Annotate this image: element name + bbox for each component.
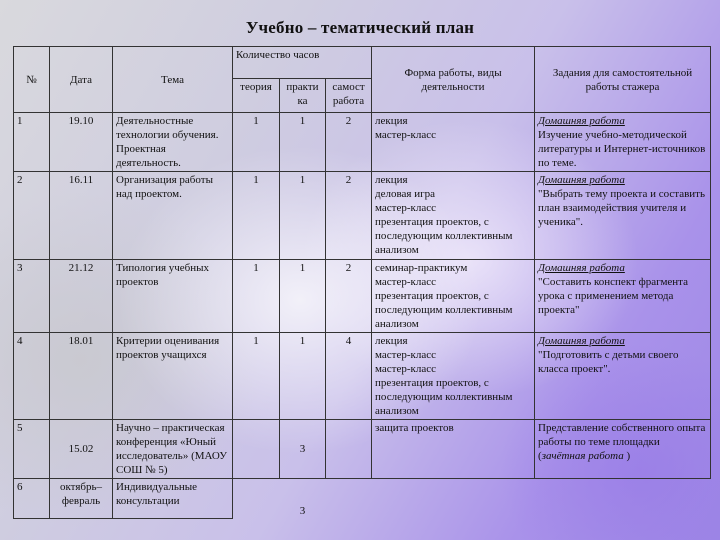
row-practice: 1 <box>280 113 326 172</box>
table-row <box>14 333 711 420</box>
header-selfwork: самост работа <box>326 79 372 113</box>
row-date: 16.11 <box>50 172 113 260</box>
row-form <box>372 172 535 260</box>
task-credit-note: зачётная работа <box>541 450 624 462</box>
row-form <box>372 333 535 420</box>
row-num: 1 <box>14 113 50 172</box>
row-date: 15.02 <box>50 420 113 479</box>
row-date: 19.10 <box>50 113 113 172</box>
row-num: 2 <box>14 172 50 260</box>
form-item: презентация проектов, с последующим коллективным анализом <box>375 216 513 256</box>
table-row <box>14 479 711 519</box>
row-theory <box>233 479 280 519</box>
task-label: Домашняя работа <box>538 174 625 186</box>
row-num: 6 <box>14 479 50 519</box>
form-item: мастер-класс <box>375 363 437 375</box>
plan-table <box>13 46 711 519</box>
task-label: Домашняя работа <box>538 335 625 347</box>
header-num: № <box>14 47 50 113</box>
row-form <box>372 479 535 519</box>
row-theory: 1 <box>233 260 280 333</box>
table-row <box>14 172 711 260</box>
row-selfwork: 4 <box>326 333 372 420</box>
task-text: Изучение учебно-методической литературы и Интернет-источников по теме. <box>538 129 706 169</box>
row-theory: 1 <box>233 113 280 172</box>
header-hours: Количество часов <box>233 47 372 79</box>
form-item: лекция <box>375 115 408 127</box>
page-title: Учебно – тематический план <box>245 18 475 37</box>
task-text: "Подготовить с детьми своего класса проект". <box>538 349 679 375</box>
row-date: 21.12 <box>50 260 113 333</box>
row-selfwork <box>326 420 372 479</box>
row-theory: 1 <box>233 172 280 260</box>
row-task <box>535 479 711 519</box>
row-num: 4 <box>14 333 50 420</box>
row-task <box>535 420 711 479</box>
header-form: Форма работы, виды деятельности <box>372 47 535 113</box>
form-item: мастер-класс <box>375 202 437 214</box>
row-practice: 1 <box>280 333 326 420</box>
row-task <box>535 172 711 260</box>
row-date: 18.01 <box>50 333 113 420</box>
row-topic: Критерии оценивания проектов учащихся <box>113 333 233 420</box>
form-item: мастер-класс <box>375 129 437 141</box>
row-practice: 1 <box>280 172 326 260</box>
row-practice: 3 <box>299 504 306 517</box>
row-practice: 3 <box>280 420 326 479</box>
task-text: "Составить конспект фрагмента урока с применением метода проекта" <box>538 276 689 316</box>
row-theory: 1 <box>233 333 280 420</box>
form-item: лекция <box>375 174 408 186</box>
row-date: октябрь–февраль <box>50 479 113 519</box>
row-selfwork: 2 <box>326 260 372 333</box>
row-form <box>372 420 535 479</box>
row-form <box>372 260 535 333</box>
form-item: защита проектов <box>375 422 454 434</box>
form-item: презентация проектов, с последующим коллективным анализом <box>375 377 513 417</box>
form-item: деловая игра <box>375 188 436 200</box>
table-row <box>14 113 711 172</box>
task-text: "Выбрать тему проекта и составить план взаимодействия учителя и ученика". <box>538 188 705 228</box>
table-row <box>14 420 711 479</box>
row-topic: Организация работы над проектом. <box>113 172 233 260</box>
row-selfwork: 2 <box>326 113 372 172</box>
header-topic: Тема <box>113 47 233 113</box>
task-text: Представление собственного опыта работы по теме площадки ( <box>538 422 706 462</box>
form-item: лекция <box>375 335 408 347</box>
row-topic: Типология учебных проектов <box>113 260 233 333</box>
task-text-end: ) <box>623 450 631 462</box>
row-form <box>372 113 535 172</box>
row-topic: Индивидуальные консультации <box>113 479 233 519</box>
table-row <box>14 260 711 333</box>
row-task <box>535 113 711 172</box>
row-task <box>535 260 711 333</box>
row-topic: Научно – практическая конференция «Юный исследователь» (МАОУ СОШ № 5) <box>113 420 233 479</box>
row-practice: 1 <box>280 260 326 333</box>
row-selfwork <box>326 479 372 519</box>
row-selfwork: 2 <box>326 172 372 260</box>
form-item: мастер-класс <box>375 349 437 361</box>
row-task <box>535 333 711 420</box>
header-practice: практи ка <box>280 79 326 113</box>
row-num: 3 <box>14 260 50 333</box>
task-label: Домашняя работа <box>538 115 625 127</box>
form-item: семинар-практикум <box>375 262 468 274</box>
row-topic: Деятельностные технологии обучения. Проектная деятельность. <box>113 113 233 172</box>
task-label: Домашняя работа <box>538 262 625 274</box>
header-date: Дата <box>50 47 113 113</box>
form-item: презентация проектов, с последующим коллективным анализом <box>375 290 513 330</box>
header-theory: теория <box>233 79 280 113</box>
row-num: 5 <box>14 420 50 479</box>
form-item: мастер-класс <box>375 276 437 288</box>
header-tasks: Задания для самостоятельной работы стажера <box>535 47 711 113</box>
row-theory <box>233 420 280 479</box>
